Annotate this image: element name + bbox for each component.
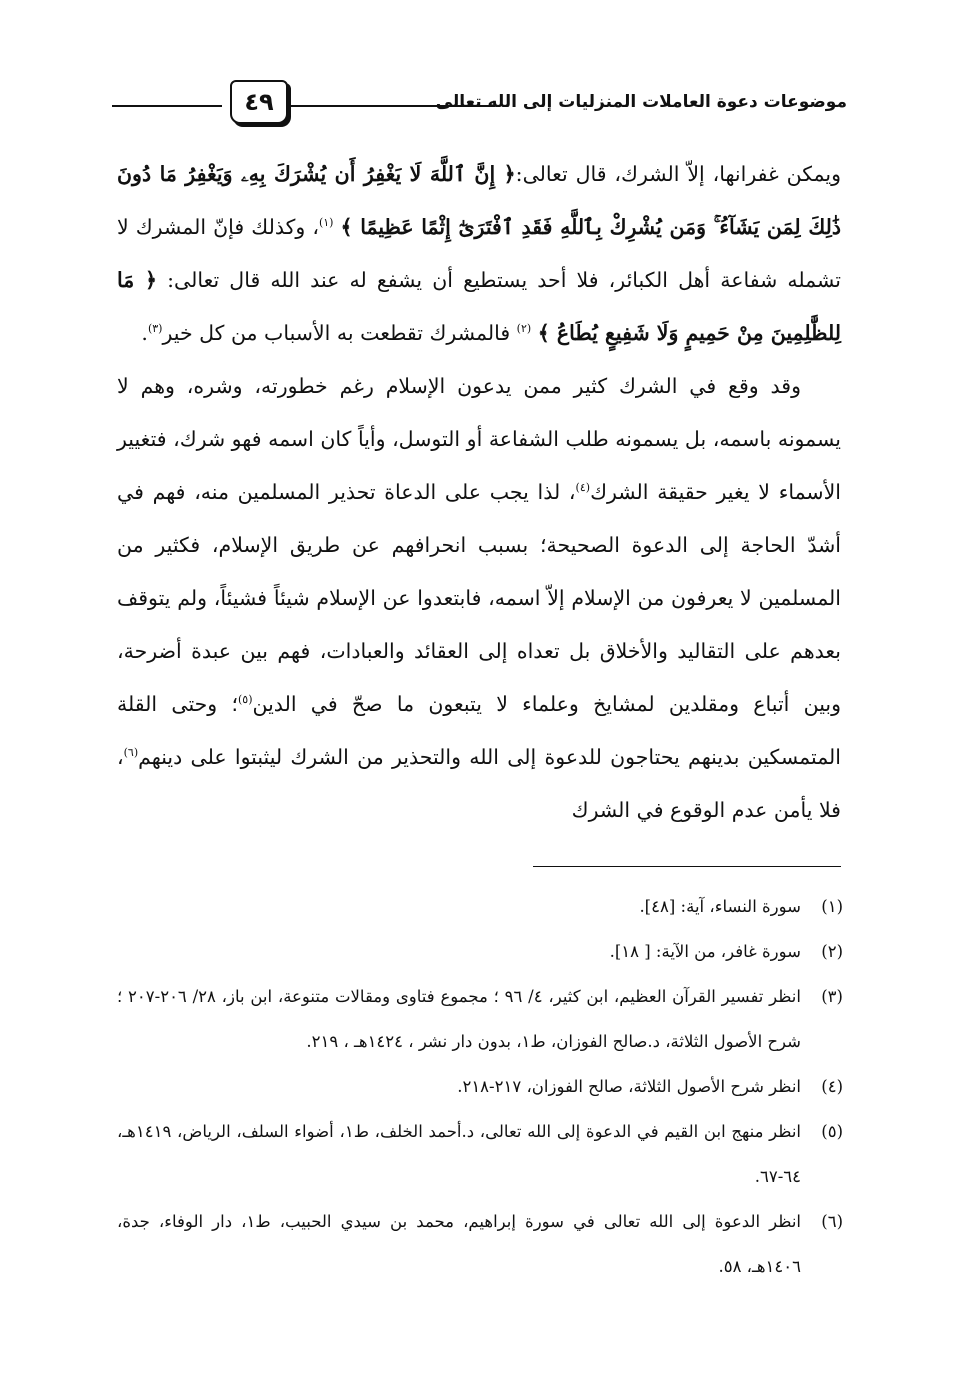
footnote-text: سورة غافر، من الآية: [ ١٨]. — [609, 942, 801, 961]
footnote-number: (٦) — [821, 1212, 843, 1231]
quran-verse-1: ﴿ إِنَّ ٱللَّهَ لَا يَغْفِرُ أَن يُشْرَكَ بِهِۦ وَيَغْفِرُ مَا دُونَ ذَٰلِكَ لِمَن يَشَآءُ ۚ وَمَن يُشْرِكْ بِٱللَّهِ فَقَدِ ٱفْتَرَىٰٓ إِثْمًا عَظِيمًا ﴾ — [117, 162, 841, 239]
running-title: موضوعات دعوة العاملات المنزليات إلى الله تعالى — [435, 92, 847, 112]
footnote-ref-3: (٣) — [147, 322, 163, 336]
footnote-text: انظر الدعوة إلى الله تعالى في سورة إبراهيم، محمد بن سيدي الحبيب، ط١، دار الوفاء، جدة، ١٤٠٦هـ، ٥٨. — [117, 1212, 801, 1276]
footnote-ref-4: (٤) — [575, 481, 591, 495]
footnote-ref-5: (٥) — [237, 693, 253, 707]
paragraph-1 — [117, 148, 841, 360]
footnote-ref-1: (١) — [318, 216, 334, 230]
footnote-text: انظر شرح الأصول الثلاثة، صالح الفوزان، ٢١٧-٢١٨. — [457, 1077, 801, 1096]
footnote-2 — [117, 929, 843, 974]
footnote-text: انظر منهج ابن القيم في الدعوة إلى الله تعالى، د.أحمد الخلف، ط١، أضواء السلف، الرياض، ١٤١٩هـ، ٦٤-٦٧. — [117, 1122, 802, 1186]
page-header — [112, 78, 847, 128]
footnote-text: انظر تفسير القرآن العظيم، ابن كثير، ٤/ ٩٦ ؛ مجموع فتاوى ومقالات متنوعة، ابن باز، ٢٨/ ٢٠٦-٢٠٧ ؛ شرح الأصول الثلاثة، د.صالح الفوزان، ط١، بدون دار نشر ، ١٤٢٤هـ ، ٢١٩. — [117, 987, 801, 1051]
footnote-number: (٣) — [821, 987, 843, 1006]
page-number-badge — [230, 80, 288, 124]
footnote-5 — [117, 1109, 843, 1199]
text-run: ؛ وحتى القلة المتمسكين بدينهم يحتاجون للدعوة إلى الله والتحذير من الشرك ليثبتوا على دينهم — [117, 692, 841, 769]
quran-verse-2: ﴿ مَا لِلظَّٰلِمِينَ مِنْ حَمِيمٍ وَلَا شَفِيعٍ يُطَاعُ ﴾ — [117, 268, 841, 345]
footnote-number: (٥) — [821, 1122, 844, 1141]
footnote-number: (٢) — [821, 942, 843, 961]
header-rule-left — [112, 105, 222, 107]
footnotes — [117, 884, 843, 1289]
footnote-ref-6: (٦) — [123, 746, 139, 760]
text-run: . — [141, 321, 148, 345]
text-run: ، فلا يأمن عدم الوقوع في الشرك — [117, 745, 841, 822]
footnote-ref-2: (٢) — [516, 322, 532, 336]
main-text — [117, 148, 841, 837]
paragraph-2 — [117, 360, 841, 837]
footnote-4 — [117, 1064, 843, 1109]
footnote-3 — [117, 974, 843, 1064]
text-run: ويمكن غفرانها، إلاّ الشرك، قال تعالى: — [515, 162, 841, 186]
page-number: ٤٩ — [244, 88, 274, 116]
footnote-1 — [117, 884, 843, 929]
footnote-text: سورة النساء، آية: [٤٨]. — [639, 897, 801, 916]
header-rule-right — [287, 105, 495, 107]
footnote-6 — [117, 1199, 843, 1289]
text-run: ، وكذلك فإنّ المشرك لا تشمله شفاعة أهل الكبائر، فلا أحد يستطيع أن يشفع له عند الله قال تعالى: — [117, 215, 841, 292]
text-run: وقد وقع في الشرك كثير ممن يدعون الإسلام رغم خطورته، وشره، وهم لا يسمونه باسمه، بل يسمونه طلب الشفاعة أو التوسل، وأياً كان اسمه فهو شرك، فتغيير الأسماء لا يغير حقيقة الشرك — [117, 374, 841, 504]
text-run: ، لذا يجب على الدعاة تحذير المسلمين منه، فهم في أشدّ الحاجة إلى الدعوة الصحيحة؛ بسبب انحرافهم عن طريق الإسلام، فكثير من المسلمين لا يعرفون من الإسلام إلاّ اسمه، فابتعدوا عن الإسلام شيئاً فشيئاً، ولم يتوقف بعدهم على التقاليد والأخلاق بل تعداه إلى العقائد والعبادات، فهم بين عبدة أضرحة، وبين أتباع ومقلدين لمشايخ وعلماء لا يتبعون ما صحّ في الدين — [117, 480, 842, 716]
footnote-separator — [533, 866, 841, 867]
footnote-number: (٤) — [821, 1077, 843, 1096]
text-run: فالمشرك تقطعت به الأسباب من كل خير — [162, 321, 517, 345]
footnote-number: (١) — [821, 897, 843, 916]
